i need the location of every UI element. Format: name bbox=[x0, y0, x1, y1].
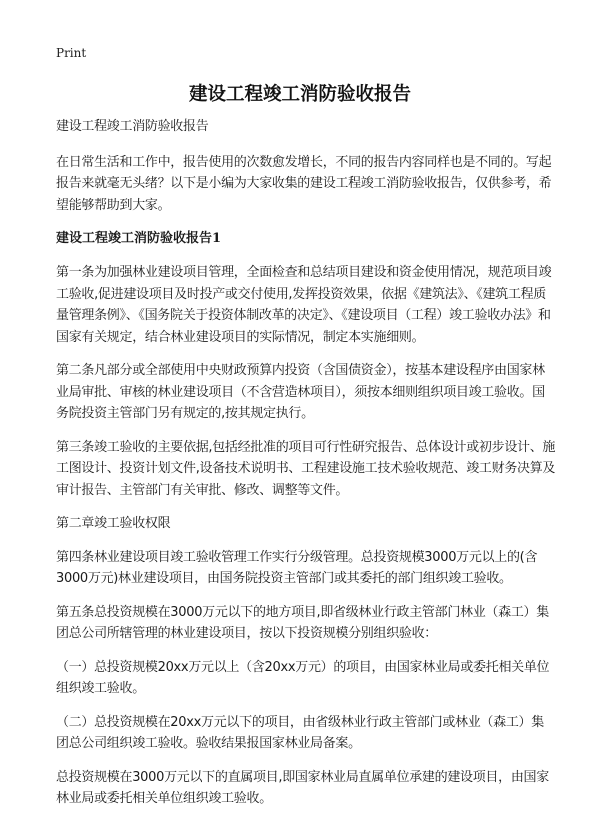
paragraph-item-2: （二）总投资规模在20xx万元以下的项目，由省级林业行政主管部门或林业（森工）集团总公司组织竣工验收。验收结果报国家林业局备案。 bbox=[56, 714, 544, 751]
section-heading: 建设工程竣工消防验收报告1 bbox=[56, 231, 222, 246]
paragraph-article-3: 第三条竣工验收的主要依据,包括经批准的项目可行性研究报告、总体设计或初步设计、施工图设计、投资计划文件,设备技术说明书、工程建设施工技术验收规范、竣工财务决算及审计报告、主管部门有关审批、修改、调整等文件。 bbox=[56, 439, 556, 498]
paragraph-article-2: 第二条凡部分或全部使用中央财政预算内投资（含国债资金），按基本建设程序由国家林业局审批、审核的林业建设项目（不含营造林项目），须按本细则组织项目竣工验收。国务院投资主管部门另有规定的,按其规定执行。 bbox=[56, 363, 545, 421]
paragraph-article-1: 第一条为加强林业建设项目管理，全面检查和总结项目建设和资金使用情况，规范项目竣工验收,促进建设项目及时投产或交付使用,发挥投资效果，依据《建筑法》、《建筑工程质量管理条例》、《国务院关于投资体制改革的决定》、《建设项目（工程）竣工验收办法》和国家有关规定，结合林业建设项目的实际情况，制定本实施细则。 bbox=[56, 265, 552, 345]
paragraph-article-4: 第四条林业建设项目竣工验收管理工作实行分级管理。总投资规模3000万元以上的(含3000万元)林业建设项目，由国务院投资主管部门或其委托的部门组织竣工验收。 bbox=[56, 549, 538, 586]
document-body bbox=[56, 116, 556, 822]
paragraph-item-1: （一）总投资规模20xx万元以上（含20xx万元）的项目，由国家林业局或委托相关单位组织竣工验收。 bbox=[56, 659, 550, 696]
paragraph-direct-projects: 总投资规模在3000万元以下的直属项目,即国家林业局直属单位承建的建设项目，由国家林业局或委托相关单位组织竣工验收。 bbox=[56, 769, 549, 806]
paragraph-article-5: 第五条总投资规模在3000万元以下的地方项目,即省级林业行政主管部门林业（森工）集团总公司所辖管理的林业建设项目，按以下投资规模分别组织验收： bbox=[56, 604, 549, 641]
intro-paragraph: 在日常生活和工作中，报告使用的次数愈发增长，不同的报告内容同样也是不同的。写起报告来就毫无头绪？以下是小编为大家收集的建设工程竣工消防验收报告，仅供参考，希望能够帮助到大家。 bbox=[56, 154, 552, 213]
chapter-heading: 第二章竣工验收权限 bbox=[56, 516, 171, 531]
document-subtitle: 建设工程竣工消防验收报告 bbox=[56, 119, 209, 134]
print-link[interactable]: Print bbox=[56, 46, 87, 60]
document-title: 建设工程竣工消防验收报告 bbox=[188, 84, 411, 105]
